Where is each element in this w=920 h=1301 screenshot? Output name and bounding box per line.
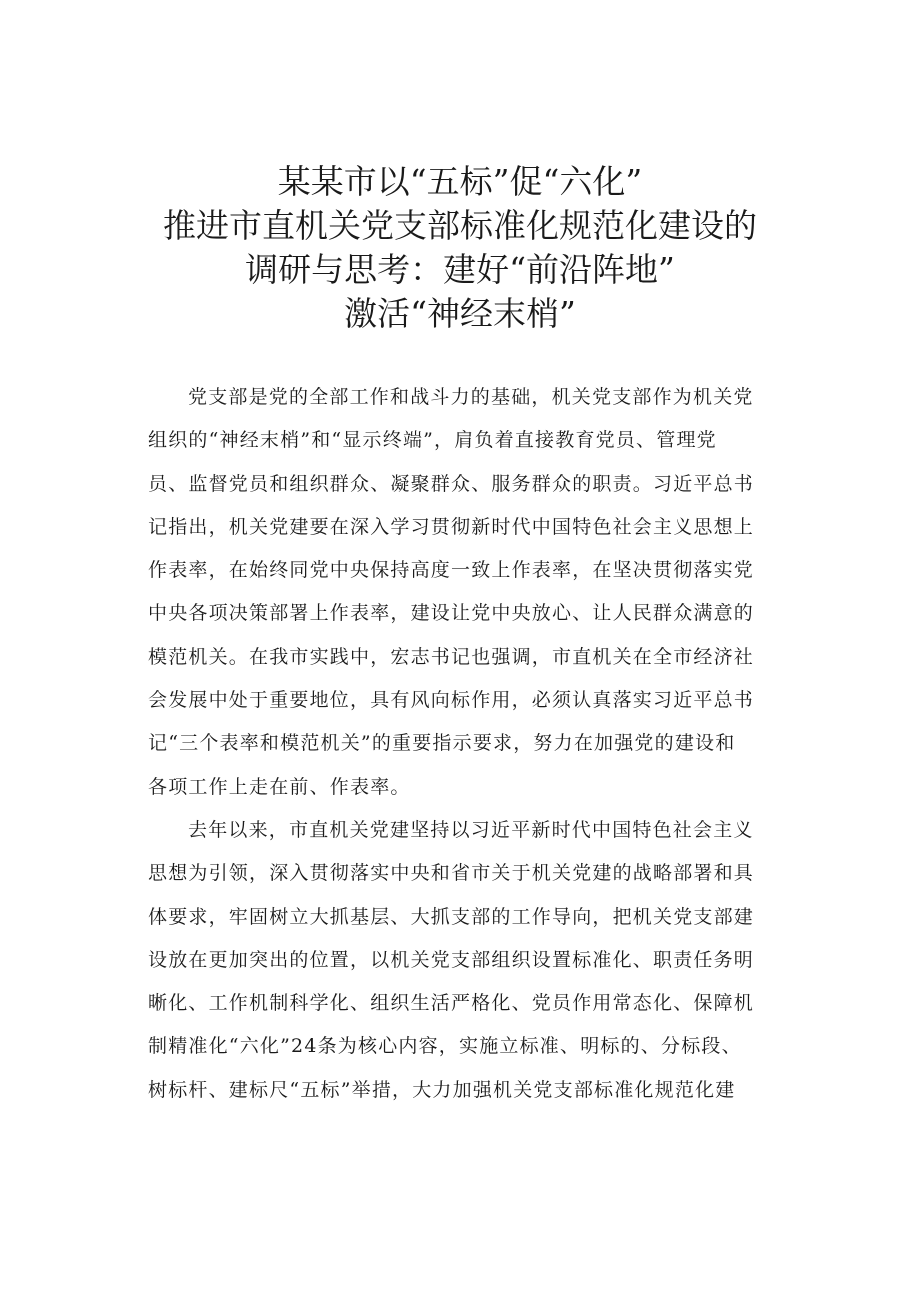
title-line: 激活“神经末梢” — [344, 294, 576, 333]
text-line: 组织的“神经末梢”和“显示终端”，肩负着直接教育党员、管理党 — [148, 429, 717, 452]
text-line: 会发展中处于重要地位，具有风向标作用，必须认真落实习近平总书 — [148, 689, 755, 712]
text-line: 体要求，牢固树立大抓基层、大抓支部的工作导向，把机关党支部建 — [148, 905, 755, 928]
text-line: 制精准化“六化”24条为核心内容，实施立标准、明标的、分标段、 — [148, 1035, 742, 1058]
text-line: 设放在更加突出的位置，以机关党支部组织设置标准化、职责任务明 — [148, 948, 755, 971]
paragraph-1 — [148, 376, 813, 809]
text-line: 中央各项决策部署上作表率，建设让党中央放心、让人民群众满意的 — [148, 602, 755, 625]
text-line: 晰化、工作机制科学化、组织生活严格化、党员作用常态化、保障机 — [148, 992, 755, 1015]
text-line: 员、监督党员和组织群众、凝聚群众、服务群众的职责。习近平总书 — [148, 472, 755, 495]
title-line: 某某市以“五标”促“六化” — [277, 162, 643, 201]
text-line: 记指出，机关党建要在深入学习贯彻新时代中国特色社会主义思想上 — [148, 515, 755, 538]
title-line: 推进市直机关党支部标准化规范化建设的 — [163, 206, 757, 245]
text-line: 党支部是党的全部工作和战斗力的基础，机关党支部作为机关党 — [188, 386, 754, 408]
paragraph-2 — [148, 809, 813, 1112]
text-line: 去年以来，市直机关党建坚持以习近平新时代中国特色社会主义 — [188, 818, 754, 841]
document-body — [148, 376, 813, 1112]
text-line: 各项工作上走在前、作表率。 — [148, 775, 411, 798]
text-line: 树标杆、建标尺“五标”举措，大力加强机关党支部标准化规范化建 — [148, 1078, 736, 1101]
text-line: 作表率，在始终同党中央保持高度一致上作表率，在坚决贯彻落实党 — [148, 559, 755, 582]
title-line: 调研与思考：建好“前沿阵地” — [245, 250, 675, 289]
document-title — [0, 160, 920, 336]
text-line: 记“三个表率和模范机关”的重要指示要求，努力在加强党的建设和 — [148, 732, 736, 755]
text-line: 思想为引领，深入贯彻落实中央和省市关于机关党建的战略部署和具 — [148, 862, 755, 885]
text-line: 模范机关。在我市实践中，宏志书记也强调，市直机关在全市经济社 — [148, 645, 755, 668]
